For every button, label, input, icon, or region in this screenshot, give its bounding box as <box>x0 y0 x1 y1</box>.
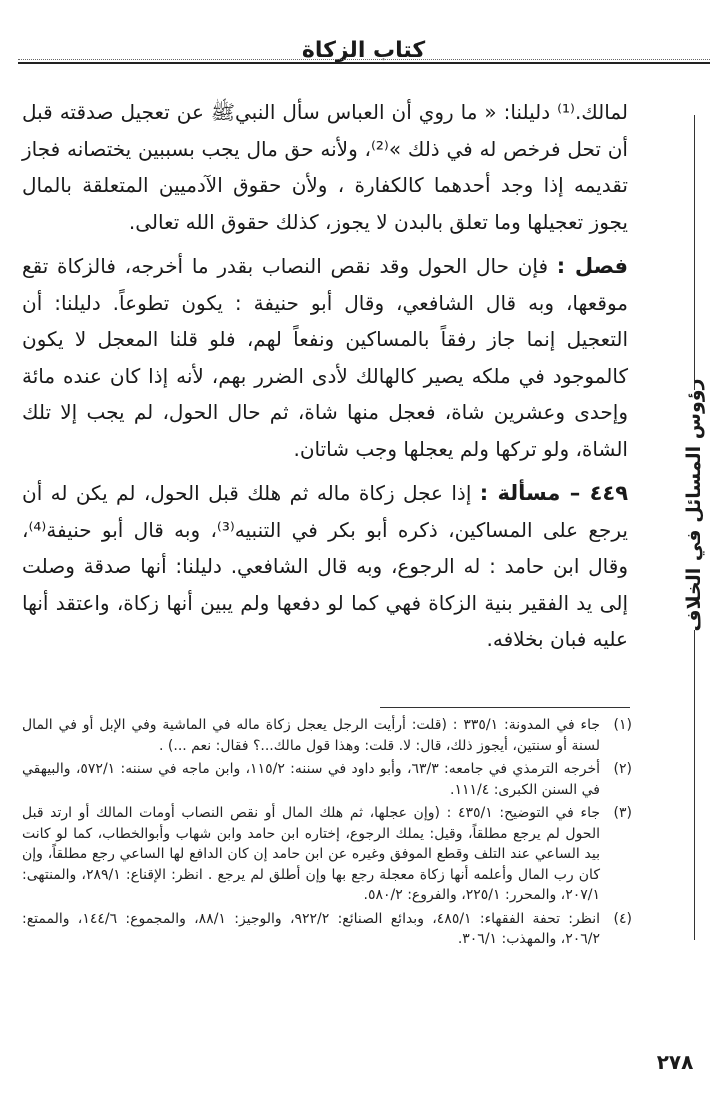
footnote-2 <box>22 759 632 800</box>
footnote-separator <box>380 707 630 708</box>
footnote-1 <box>22 715 632 756</box>
side-rule-top <box>694 115 695 390</box>
footnote-4 <box>22 909 632 950</box>
side-rule-bottom <box>694 630 695 940</box>
paragraph-3 <box>22 475 628 658</box>
footnote-text: أخرجه الترمذي في جامعه: ٦٣/٣، وأبو داود في سننه: ١١٥/٢، وابن ماجه في سننه: ٥٧٢/١، والبيهقي في السنن الكبرى: ١١١/٤. <box>22 761 600 798</box>
footnote-number: (١) <box>613 717 632 733</box>
section-label-fasl: فصل : <box>556 254 629 278</box>
paragraph-1: لمالك.⁽¹⁾ دليلنا: « ما روي أن العباس سأل النبيﷺ عن تعجيل صدقته قبل أن تحل فرخص له في ذلك »⁽²⁾، ولأنه حق مال يجب بسببين يختصانه فجاز تقديمه إذا وجد أحدهما كالكفارة ، ولأن حقوق الآدميين المتعلقة بالمال يجوز تعجيلها وما تعلق بالبدن لا يجوز، كذلك حقوق الله تعالى. <box>22 100 628 234</box>
paragraph-2-text: فإن حال الحول وقد نقص النصاب بقدر ما أخرجه، فالزكاة تقع موقعها، وبه قال الشافعي، وقال أبو حنيفة : يكون تطوعاً. دليلنا: أن التعجيل إنما جاز رفقاً بالمساكين ونفعاً لهم، فلو قلنا المعجل لا يكون كالموجود في ملكه يصير كالهالك لأدى الضرر بهم، لأنه إذا كان عنده مائة وإحدى وعشرين شاة، فعجل منها شاة، ثم حال الحول، لم يجب إلا تلك الشاة، ولو تركها ولم يعجلها وجب شاتان. <box>22 254 628 461</box>
page-number: ٢٧٨ <box>656 1050 694 1074</box>
footnote-text: انظر: تحفة الفقهاء: ٤٨٥/١، وبدائع الصنائع: ٩٢٢/٢، والوجيز: ٨٨/١، والمجموع: ١٤٤/٦، والممتع: ٢٠٦/٢، والمهذب: ٣٠٦/١. <box>22 910 601 947</box>
side-running-title: رؤوس المسائل في الخلاف <box>683 378 705 632</box>
footnote-number: (٣) <box>613 805 632 821</box>
footnote-number: (٢) <box>613 761 632 777</box>
issue-label: ٤٤٩ – مسألة : <box>479 481 629 505</box>
main-text <box>22 94 628 666</box>
paragraph-2 <box>22 248 628 467</box>
footnote-3 <box>22 803 632 906</box>
page-header-title: كتاب الزكاة <box>301 38 426 63</box>
footnotes <box>22 715 632 953</box>
footnote-text: جاء في التوضيح: ٤٣٥/١ : (وإن عجلها، ثم هلك المال أو نقص النصاب أومات المالك أو ارتد قبل الحول لم يرجع مطلقاً، وقيل: يملك الرجوع، إختاره ابن حامد وابن شهاب وأبوالخطاب، كما لو كانت بيد الساعي عند التلف وقطع الموفق وغيره عن ابن حامد إن كان الدافع لها الساعي رجع مطلقاً، وإن كان رب المال وأعلمه أنها زكاة معجلة رجع بها وإن أطلق لم يرجع . انظر: الإقناع: ٢٨٩/١، والمنتهى: ٢٠٧/١، والمحرر: ٢٢٥/١، والفروع: ٥٨٠/٢. <box>22 805 600 903</box>
footnote-text: جاء في المدونة: ٣٣٥/١ : (قلت: أرأيت الرجل يعجل زكاة ماله في الماشية وفي الإبل أو في المال لسنة أو سنتين، أيجوز ذلك، قال: لا. قلت: وهذا قول مالك...؟ فقال: نعم ...) . <box>22 717 600 754</box>
footnote-number: (٤) <box>613 910 632 927</box>
header-dotted-rule <box>18 59 710 60</box>
header-rule <box>18 62 710 64</box>
paragraph-3-text: إذا عجل زكاة ماله ثم هلك قبل الحول، لم يكن له أن يرجع على المساكين، ذكره أبو بكر في التنبيه⁽³⁾، وبه قال أبو حنيفة⁽⁴⁾، وقال ابن حامد : له الرجوع، وبه قال الشافعي. دليلنا: أنها صدقة وصلت إلى يد الفقير بنية الزكاة فهي كما لو دفعها ولم يبين أنها زكاة، واعتقد أنها عليه فبان بخلافه. <box>22 481 629 651</box>
